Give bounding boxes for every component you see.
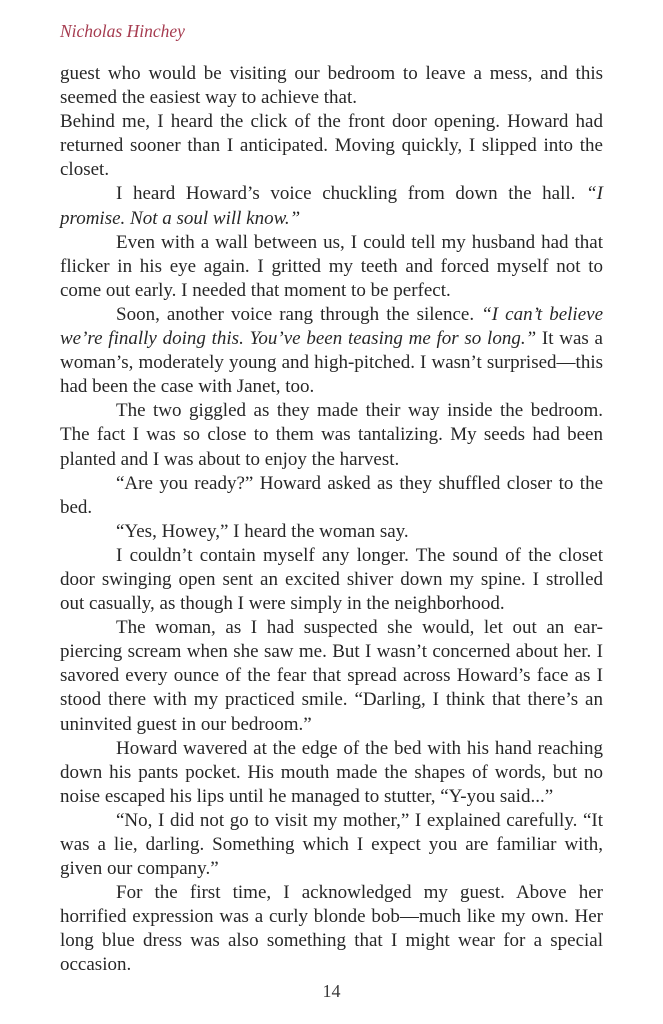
text-run: guest who would be visiting our bedroom to leave a mess, and this seemed the easiest way to achieve that. xyxy=(60,63,603,109)
text-run: Even with a wall between us, I could tell my husband had that flicker in his eye again. I gritted my teeth and forced myself not to come out early. I needed that moment to be perfect. xyxy=(60,231,603,301)
author-name: Nicholas Hinchey xyxy=(60,21,185,41)
paragraph xyxy=(60,231,603,303)
paragraph xyxy=(60,544,603,616)
paragraph xyxy=(60,62,603,110)
paragraph xyxy=(60,737,603,809)
text-run: I heard Howard’s voice chuckling from down the hall. xyxy=(116,183,587,205)
paragraph xyxy=(60,110,603,182)
paragraph xyxy=(60,520,603,544)
text-run: Howard wavered at the edge of the bed with his hand reaching down his pants pocket. His mouth made the shapes of words, but no noise escaped his lips until he managed to stutter, “Y-you said...” xyxy=(60,737,603,807)
paragraph xyxy=(60,472,603,520)
paragraph xyxy=(60,881,603,977)
text-run: “Yes, Howey,” I heard the woman say. xyxy=(116,520,409,542)
paragraph xyxy=(60,182,603,230)
page-number: 14 xyxy=(322,981,341,1001)
text-run: The woman, as I had suspected she would, let out an ear-piercing scream when she saw me. But I wasn’t concerned about her. I savored every ounce of the fear that spread across Howard’s face as I stood there with my practiced smile. “Darling, I think that there’s an uninvited guest in our bedroom.” xyxy=(60,617,603,735)
text-run: It was a woman’s, moderately young and high-pitched. I wasn’t surprised—this had been the case with Janet, too. xyxy=(60,328,603,398)
text-run: Behind me, I heard the click of the front door opening. Howard had returned sooner than I anticipated. Moving quickly, I slipped into the closet. xyxy=(60,111,603,181)
italic-dialogue-run: “I can’t believe we’re finally doing this. You’ve been teasing me for so long.” xyxy=(60,303,603,350)
page-text xyxy=(60,62,603,978)
text-run: Soon, another voice rang through the silence. xyxy=(116,303,482,325)
text-run: I couldn’t contain myself any longer. The sound of the closet door swinging open sent an excited shiver down my spine. I strolled out casually, as though I were simply in the neighborhood. xyxy=(60,544,603,615)
paragraph xyxy=(60,616,603,736)
text-run: “No, I did not go to visit my mother,” I explained carefully. “It was a lie, darling. Something which I expect you are familiar with, given our company.” xyxy=(60,809,603,880)
text-run: For the first time, I acknowledged my guest. Above her horrified expression was a curly blonde bob—much like my own. Her long blue dress was also something that I might wear for a special occasion. xyxy=(60,882,603,976)
paragraph xyxy=(60,809,603,881)
italic-dialogue-run: “I promise. Not a soul will know.” xyxy=(60,183,603,229)
paragraph xyxy=(60,303,603,399)
text-run: The two giggled as they made their way inside the bedroom. The fact I was so close to them was tantalizing. My seeds had been planted and I was about to enjoy the harvest. xyxy=(60,400,603,470)
paragraph xyxy=(60,399,603,471)
text-run: “Are you ready?” Howard asked as they shuffled closer to the bed. xyxy=(60,472,603,518)
